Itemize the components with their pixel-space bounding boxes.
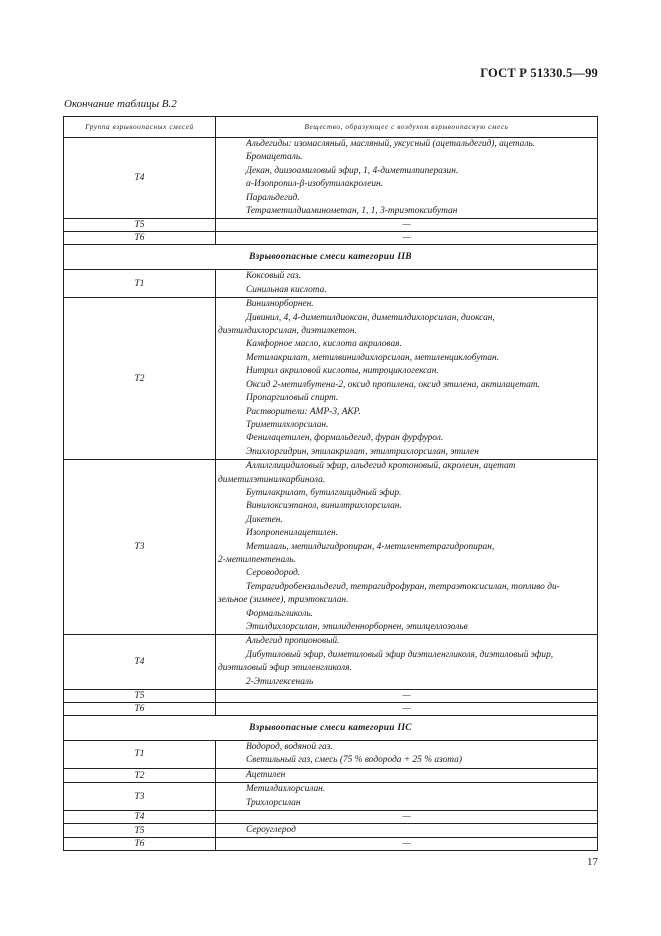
substance-cell: [216, 783, 598, 811]
group-cell: Т3: [64, 460, 216, 635]
empty-dash: —: [216, 703, 598, 716]
substance-line: Коксовый газ.: [246, 271, 301, 282]
substance-line: зельное (зимнее), триэтоксилан.: [218, 595, 349, 606]
substance-line: Триметилхлорсилан.: [246, 419, 329, 430]
group-cell: Т5: [64, 219, 216, 232]
substance-line: диэтилдихлорсилан, диэтилкетон.: [218, 326, 357, 337]
table-row: [64, 460, 598, 635]
substance-line: Трихлорсилан: [246, 797, 301, 808]
substance-line: Дивинил, 4, 4-диметилдиоксан, диметилдихлорсилан, диоксан,: [246, 312, 495, 323]
table-row: [64, 635, 598, 690]
substance-line: Оксид 2-метилбутена-2, оксид пропилена, оксид этилена, актилацетат.: [246, 379, 541, 390]
substance-line: Бромацеталь.: [246, 152, 303, 163]
substance-line: Изопропенилацетилен.: [246, 528, 339, 539]
substance-line: Альдегид пропионовый.: [246, 636, 340, 647]
category-row: [64, 245, 598, 270]
empty-dash: —: [216, 811, 598, 824]
group-cell: Т1: [64, 270, 216, 298]
empty-dash: —: [216, 219, 598, 232]
substance-line: Паральдегид.: [246, 192, 300, 203]
substance-line: Ацетилен: [246, 769, 286, 780]
substance-cell: [216, 635, 598, 690]
table-row: [64, 783, 598, 811]
table-row: [64, 811, 598, 824]
table-header-row: [64, 117, 598, 138]
empty-dash: —: [216, 838, 598, 851]
table-row: [64, 690, 598, 703]
group-cell: Т6: [64, 232, 216, 245]
substance-line: 2-метилпентеналь.: [218, 554, 296, 565]
group-cell: Т6: [64, 703, 216, 716]
substance-line: Камфорное масло, кислота акриловая.: [246, 339, 402, 350]
substance-line: Нитрил акриловой кислоты, нитроциклогексан.: [246, 366, 439, 377]
substance-line: Этилдихлорсилан, этилиденнорборнен, этилцеллозольв: [246, 622, 468, 632]
group-cell: Т4: [64, 811, 216, 824]
substance-line: Альдегиды: изомасляный, масляный, уксусный (ацетальдегид), ацеталь.: [246, 139, 536, 149]
group-cell: Т4: [64, 635, 216, 690]
substance-line: Винилнорборнен.: [246, 299, 314, 310]
substance-line: Синильная кислота.: [246, 284, 327, 295]
substance-line: Метилаль, метилдигидропиран, 4-метилентетрагидропиран,: [246, 541, 495, 552]
table-row: [64, 232, 598, 245]
table-row: [64, 741, 598, 769]
substance-cell: [216, 824, 598, 838]
substance-cell: [216, 741, 598, 769]
substance-cell: [216, 768, 598, 782]
substance-line: Пропаргиловый спирт.: [246, 393, 339, 404]
column-header-substance: Вещество, образующее с воздухом взрывоопасную смесь: [216, 117, 598, 138]
substance-line: Бутилакрилат, бутилглицидный эфир.: [246, 487, 402, 498]
substance-line: Дикетен.: [246, 514, 283, 525]
substance-line: Декан, диизоамиловый эфир, 1, 4-диметилпиперазин.: [246, 165, 459, 176]
category-heading-iib: Взрывоопасные смеси категории IIВ: [64, 245, 598, 270]
substance-line: Аллилглицидиловый эфир, альдегид кротоновый, акролеин, ацетат: [246, 461, 516, 472]
substance-line: Водород, водяной газ.: [246, 742, 333, 753]
substance-cell: [216, 138, 598, 219]
substance-line: Дибутиловый эфир, диметиловый эфир диэтиленгликоля, диэтиловый эфир,: [246, 649, 554, 660]
page-number: 17: [587, 856, 598, 868]
substance-line: Метилдихлорсилан.: [246, 784, 326, 795]
substance-line: α-Изопропил-β-изобутилакролеин.: [246, 179, 384, 190]
table-row: [64, 768, 598, 782]
table-row: [64, 270, 598, 298]
table-row: [64, 703, 598, 716]
substance-line: диэтиловый эфир этиленгликоля.: [218, 663, 352, 674]
substance-cell: [216, 298, 598, 460]
substance-cell: [216, 460, 598, 635]
table-row: [64, 824, 598, 838]
table-row: [64, 219, 598, 232]
group-cell: Т6: [64, 838, 216, 851]
substance-line: Сероуглерод: [246, 825, 296, 836]
substance-line: Винилоксиэтанол, винилтрихлорсилан.: [246, 501, 402, 512]
group-cell: Т5: [64, 690, 216, 703]
empty-dash: —: [216, 690, 598, 703]
category-heading-iic: Взрывоопасные смеси категории IIС: [64, 716, 598, 741]
empty-dash: —: [216, 232, 598, 245]
group-cell: Т1: [64, 741, 216, 769]
substance-line: Тетраметилдиаминометан, 1, 1, 3-триэтоксибутан: [246, 206, 458, 217]
standard-number: ГОСТ Р 51330.5—99: [480, 66, 598, 80]
substance-line: Растворители: АМР-3, АКР.: [246, 406, 361, 417]
substance-line: Фенилацетилен, формальдегид, фуран фурфурол.: [246, 433, 444, 444]
substance-line: Тетрагидробензальдегид, тетрагидрофуран, тетраэтоксисилан, топливо ди-: [246, 581, 560, 592]
group-cell: Т3: [64, 783, 216, 811]
column-header-group: Группа взрывоопасных смесей: [64, 117, 216, 138]
group-cell: Т2: [64, 768, 216, 782]
table-row: [64, 298, 598, 460]
substances-table: [63, 116, 598, 851]
group-cell: Т5: [64, 824, 216, 838]
group-cell: Т4: [64, 138, 216, 219]
table-row: [64, 838, 598, 851]
category-row: [64, 716, 598, 741]
substance-line: Эпихлоргидрин, этилакрилат, этилтрихлорсилан, этилен: [246, 446, 479, 457]
substance-line: Сероводород.: [246, 568, 301, 579]
substance-cell: [216, 270, 598, 298]
table-caption: Окончание таблицы В.2: [64, 98, 177, 110]
group-cell: Т2: [64, 298, 216, 460]
substance-line: Метилакрилат, метилвинилдихлорсилан, метиленциклобутан.: [246, 352, 500, 363]
table-row: [64, 138, 598, 219]
substance-line: 2-Этилгексеналь: [246, 676, 314, 687]
substance-line: Светильный газ, смесь (75 % водорода + 25 % азота): [246, 755, 462, 766]
substance-line: диметилэтинилкарбинола.: [218, 474, 326, 485]
substance-line: Формальгликоль.: [246, 608, 313, 619]
